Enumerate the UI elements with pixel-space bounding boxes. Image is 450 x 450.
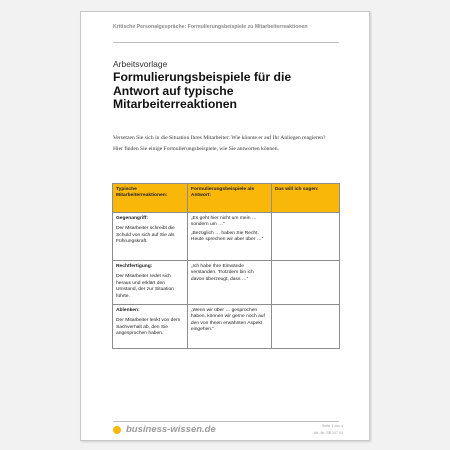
document-title: Formulierungsbeispiele für die Antwort auf typische Mitarbeiterreaktionen [113, 70, 292, 111]
example-quote: „Ich habe Ihre Einwände verstanden. Trotzdem bin ich davon überzeugt, dass …“ [190, 264, 254, 282]
brand-logo [113, 424, 216, 435]
table-header-row [113, 184, 340, 213]
logo-dot-icon [113, 426, 121, 434]
notes-cell[interactable] [271, 213, 339, 261]
reaction-title: Rechtfertigung: [116, 264, 153, 269]
logo-text: business-wissen.de [126, 424, 216, 435]
worksheet-table [112, 183, 340, 349]
intro-text [113, 133, 333, 155]
table-row [113, 261, 340, 305]
reaction-title: Gegenangriff: [116, 216, 149, 221]
document-page [80, 11, 370, 441]
reaction-cell [113, 305, 188, 349]
example-cell [187, 305, 271, 349]
page-info [314, 423, 343, 437]
reaction-description: Der Mitarbeiter lenkt von dem Sachverhalt ab, den Sie angesprochen haben. [116, 318, 181, 337]
reaction-cell [113, 213, 188, 261]
intro-paragraph-2: Hier finden Sie einige Formulierungsbeispiele, wie Sie antworten können. [113, 146, 279, 152]
example-quote: „Wenn wir über … gesprochen haben, können wir gerne noch auf den von Ihnen erwähnten Aspekt eingehen.“ [190, 308, 265, 333]
reaction-title: Ablenken: [116, 308, 140, 313]
example-quote: „Bezüglich … haben Sie Recht. Heute sprechen wir aber über …“ [190, 230, 264, 243]
example-quote: „Es geht hier nicht um mein … sondern um …“ [190, 216, 257, 228]
notes-cell[interactable] [271, 261, 339, 305]
reaction-cell [113, 261, 188, 305]
footer-divider [113, 421, 339, 422]
header-divider [113, 42, 339, 43]
example-cell [187, 213, 271, 261]
reaction-description: Der Mitarbeiter redet sich heraus und erklärt den Umstand, der zur Situation führte. [116, 274, 174, 299]
column-header-examples: Formulierungsbeispiele als Antwort: [187, 184, 271, 213]
table-row [113, 213, 340, 261]
document-label: Arbeitsvorlage [113, 59, 168, 69]
page-number: Seite 1 von 4 [322, 424, 343, 428]
article-number: Art.-Nr. SB 107 04 [313, 431, 343, 435]
example-cell [187, 261, 271, 305]
intro-paragraph-1: Versetzen Sie sich in die Situation Ihres Mitarbeiter: Wie könnte er auf Ihr Anliegen reagieren? [113, 135, 326, 141]
notes-cell[interactable] [271, 305, 339, 349]
column-header-notes: Das will ich sagen: [271, 184, 339, 213]
reaction-description: Der Mitarbeiter schreibt die Schuld von sich auf Sie als Führungskraft. [116, 226, 175, 245]
table-row [113, 305, 340, 349]
column-header-reactions: Typische Mitarbeiterreaktionen: [113, 184, 188, 213]
running-header: Kritische Personalgespräche: Formulierungsbeispiele zu Mitarbeiterreaktionen [113, 24, 308, 30]
